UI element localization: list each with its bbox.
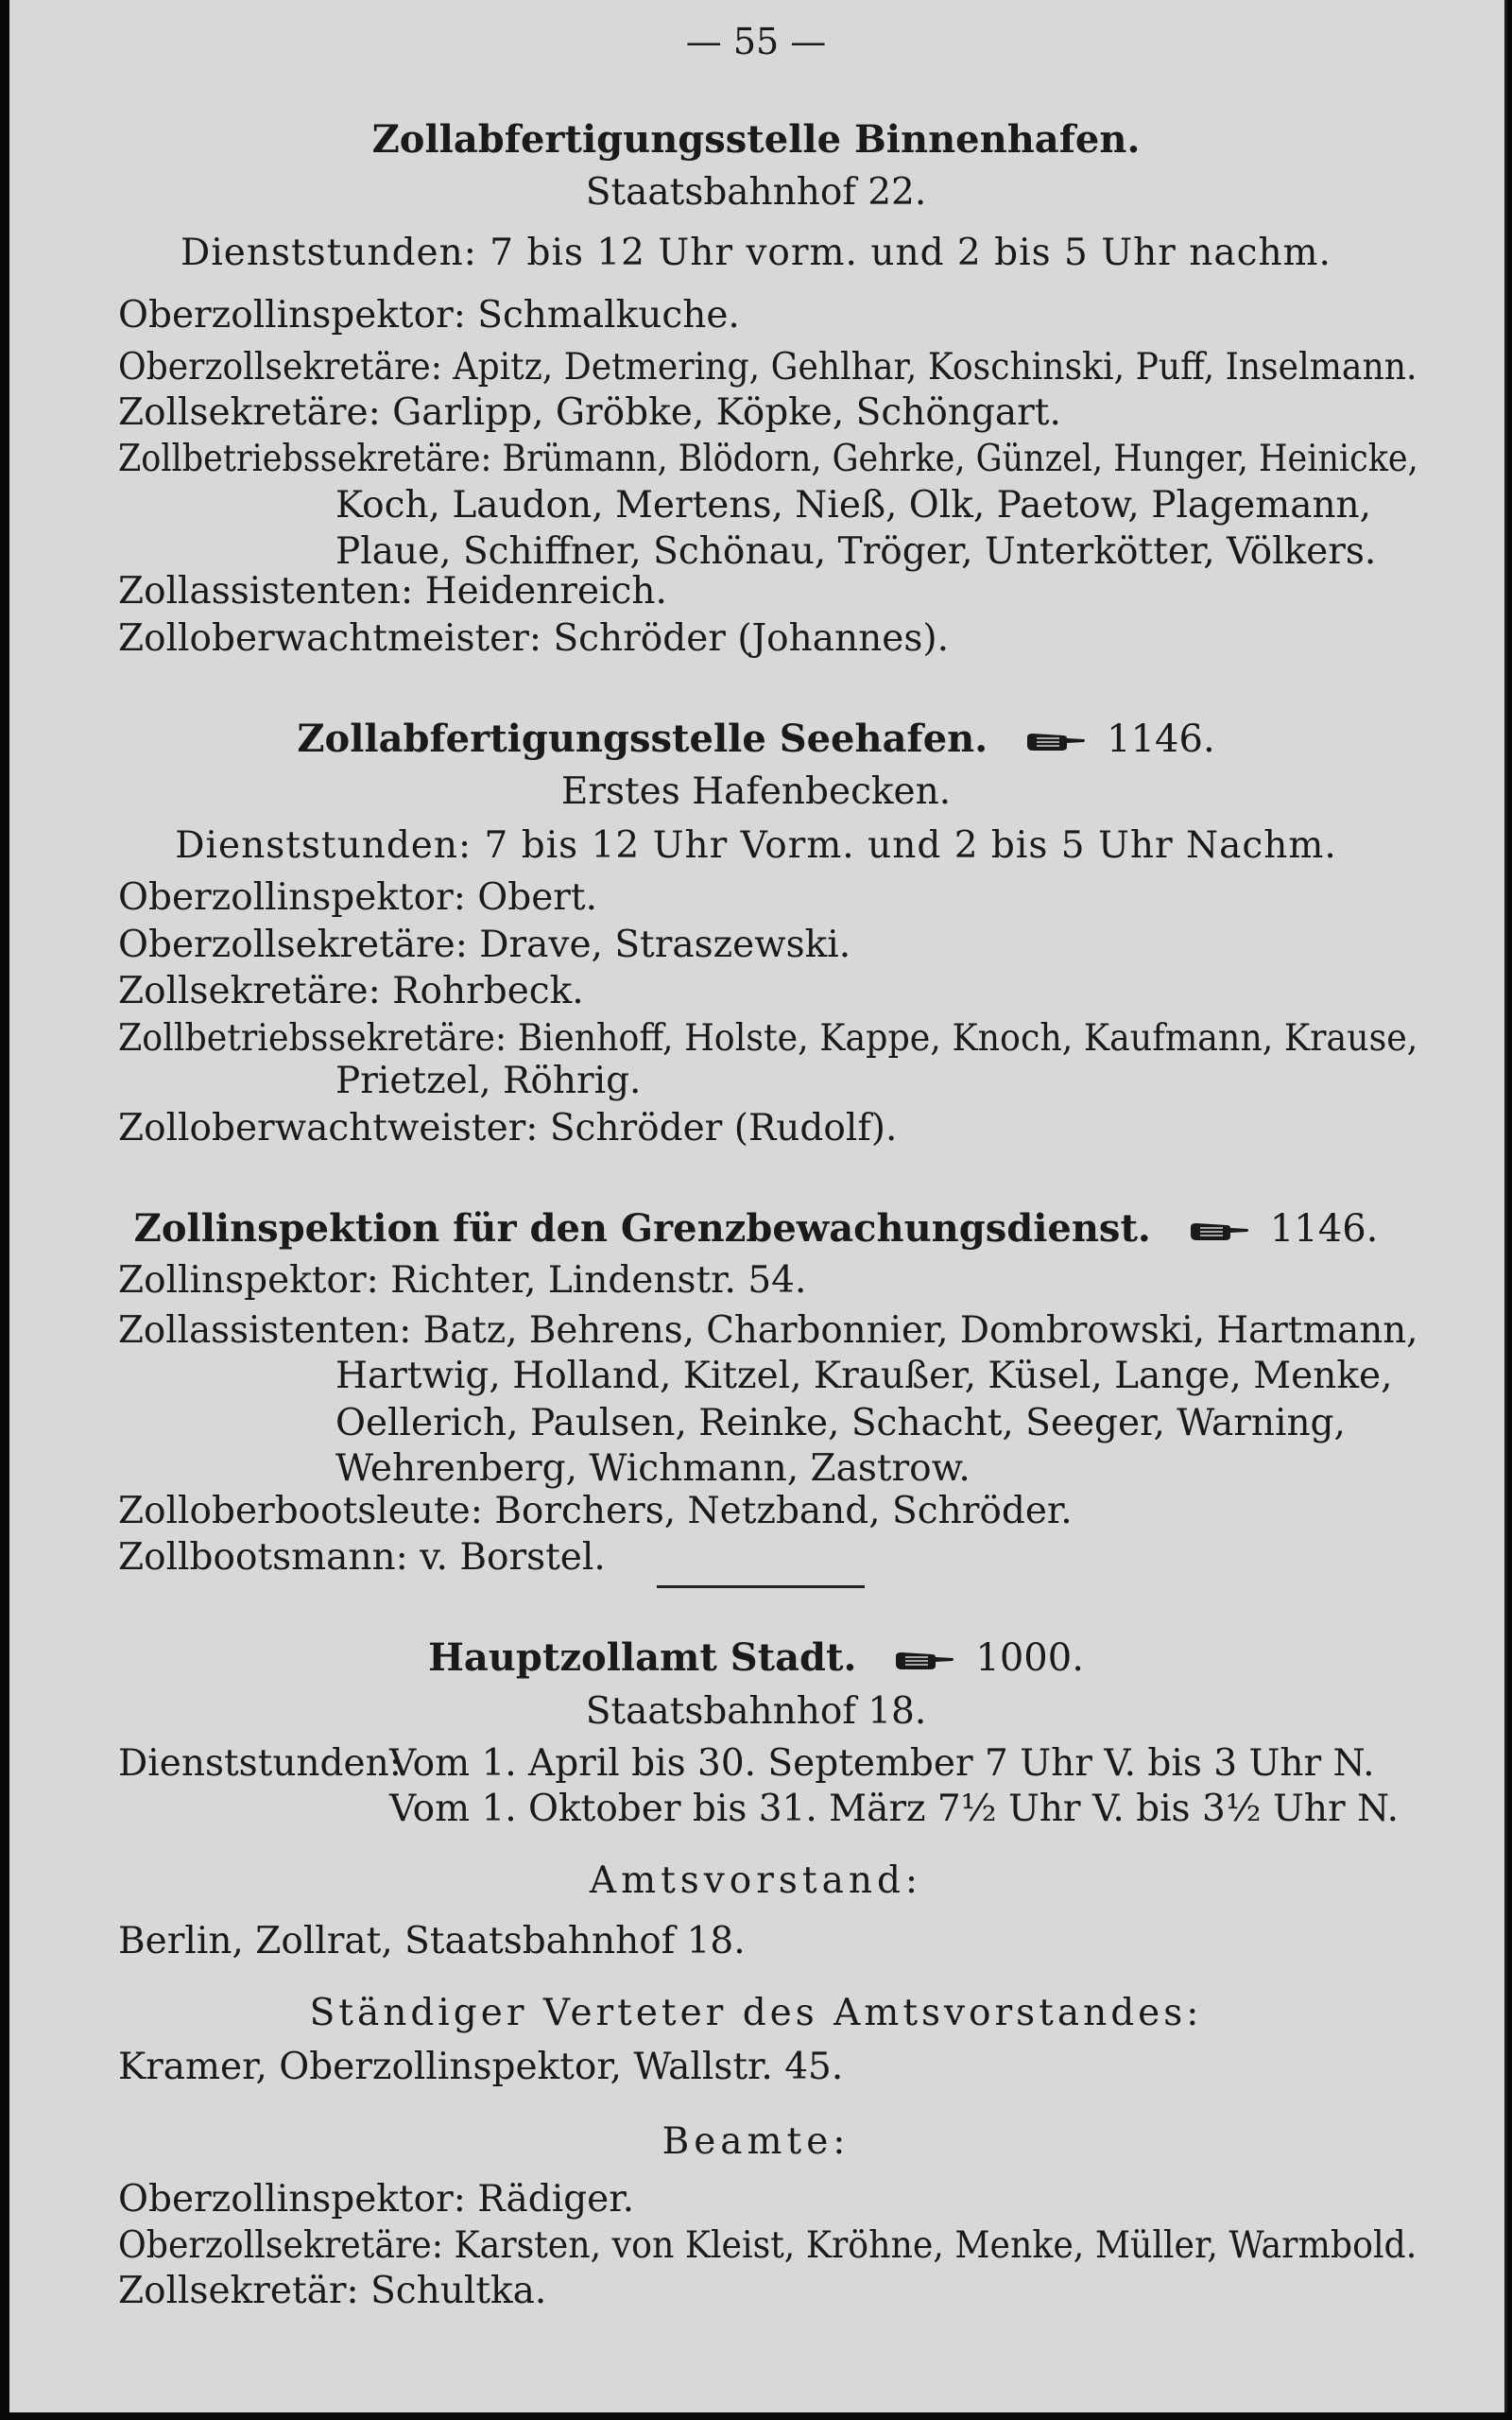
staff-line: Oberzollsekretäre: Apitz, Detmering, Gehlhar, Koschinski, Puff, Inselmann. xyxy=(118,346,1418,389)
staff-line: Oberzollinspektor: Rädiger. xyxy=(118,2178,634,2221)
staff-line: Zollinspektor: Richter, Lindenstr. 54. xyxy=(118,1259,807,1302)
phone-number: 1146. xyxy=(1269,1207,1379,1251)
section-address: Erstes Hafenbecken. xyxy=(560,770,952,813)
section-title-text: Zollinspektion für den Grenzbewachungsdienst. xyxy=(133,1206,1151,1251)
staff-line: Zolloberwachtweister: Schröder (Rudolf). xyxy=(118,1107,898,1150)
staff-line: Oberzollinspektor: Schmalkuche. xyxy=(118,294,740,337)
divider xyxy=(657,1585,865,1588)
staff-line: Prietzel, Röhrig. xyxy=(335,1060,642,1102)
service-hours: Dienststunden: 7 bis 12 Uhr vorm. und 2 bis 5 Uhr nachm. xyxy=(180,232,1332,274)
service-hours-label: Dienststunden: xyxy=(118,1742,402,1785)
staff-line: Oberzollsekretäre: Drave, Straszewski. xyxy=(118,924,851,966)
staff-line: Zollsekretäre: Garlipp, Gröbke, Köpke, Schöngart. xyxy=(118,391,1061,434)
section-title-binnenhafen: Zollabfertigungsstelle Binnenhafen. xyxy=(371,117,1141,162)
staff-line: Wehrenberg, Wichmann, Zastrow. xyxy=(335,1447,971,1490)
section-title-seehafen xyxy=(0,717,1512,762)
section-title-grenzbewachung xyxy=(0,1206,1512,1252)
page-number: — 55 — xyxy=(685,21,827,62)
staff-line: Plaue, Schiffner, Schönau, Tröger, Unterkötter, Völkers. xyxy=(335,530,1377,573)
staff-line: Zolloberwachtmeister: Schröder (Johannes). xyxy=(118,617,949,660)
phone-number: 1146. xyxy=(1107,717,1215,761)
staff-line: Oellerich, Paulsen, Reinke, Schacht, Seeger, Warning, xyxy=(335,1402,1346,1444)
section-title-hauptzollamt xyxy=(0,1635,1512,1681)
staff-label: Beamte: xyxy=(662,2120,850,2163)
pointing-hand-icon xyxy=(894,1651,954,1671)
section-title-text: Hauptzollamt Stadt. xyxy=(428,1635,857,1680)
staff-line: Zollsekretäre: Rohrbeck. xyxy=(118,970,584,1012)
staff-line: Oberzollinspektor: Obert. xyxy=(118,876,597,919)
service-hours-winter: Vom 1. Oktober bis 31. März 7½ Uhr V. bis 3½ Uhr N. xyxy=(389,1788,1400,1830)
service-hours: Dienststunden: 7 bis 12 Uhr Vorm. und 2 bis 5 Uhr Nachm. xyxy=(175,824,1337,867)
staff-line: Hartwig, Holland, Kitzel, Kraußer, Küsel, Lange, Menke, xyxy=(335,1355,1393,1397)
office-head-label: Amtsvorstand: xyxy=(589,1859,923,1902)
section-address: Staatsbahnhof 22. xyxy=(585,171,927,214)
section-address: Staatsbahnhof 18. xyxy=(585,1690,927,1733)
staff-line: Zollassistenten: Batz, Behrens, Charbonnier, Dombrowski, Hartmann, xyxy=(118,1309,1418,1352)
service-hours-summer: Vom 1. April bis 30. September 7 Uhr V. bis 3 Uhr N. xyxy=(389,1742,1375,1785)
phone-number: 1000. xyxy=(975,1636,1084,1680)
pointing-hand-icon xyxy=(1189,1221,1249,1242)
deputy-value: Kramer, Oberzollinspektor, Wallstr. 45. xyxy=(118,2046,844,2088)
staff-line: Oberzollsekretäre: Karsten, von Kleist, Kröhne, Menke, Müller, Warmbold. xyxy=(118,2224,1418,2267)
deputy-label: Ständiger Verteter des Amtsvorstandes: xyxy=(309,1992,1203,2034)
office-head-value: Berlin, Zollrat, Staatsbahnhof 18. xyxy=(118,1920,746,1962)
staff-line: Koch, Laudon, Mertens, Nieß, Olk, Paetow, Plagemann, xyxy=(335,484,1372,527)
section-title-text: Zollabfertigungsstelle Seehafen. xyxy=(297,717,988,761)
staff-line: Zollbetriebssekretäre: Brümann, Blödorn, Gehrke, Günzel, Hunger, Heinicke, xyxy=(118,438,1418,480)
staff-line: Zollbootsmann: v. Borstel. xyxy=(118,1536,606,1579)
staff-line: Zollassistenten: Heidenreich. xyxy=(118,570,667,613)
staff-line: Zollbetriebssekretäre: Bienhoff, Holste, Kappe, Knoch, Kaufmann, Krause, xyxy=(118,1017,1418,1060)
staff-line: Zollsekretär: Schultka. xyxy=(118,2270,547,2312)
staff-line: Zolloberbootsleute: Borchers, Netzband, Schröder. xyxy=(118,1490,1073,1532)
pointing-hand-icon xyxy=(1025,732,1086,752)
